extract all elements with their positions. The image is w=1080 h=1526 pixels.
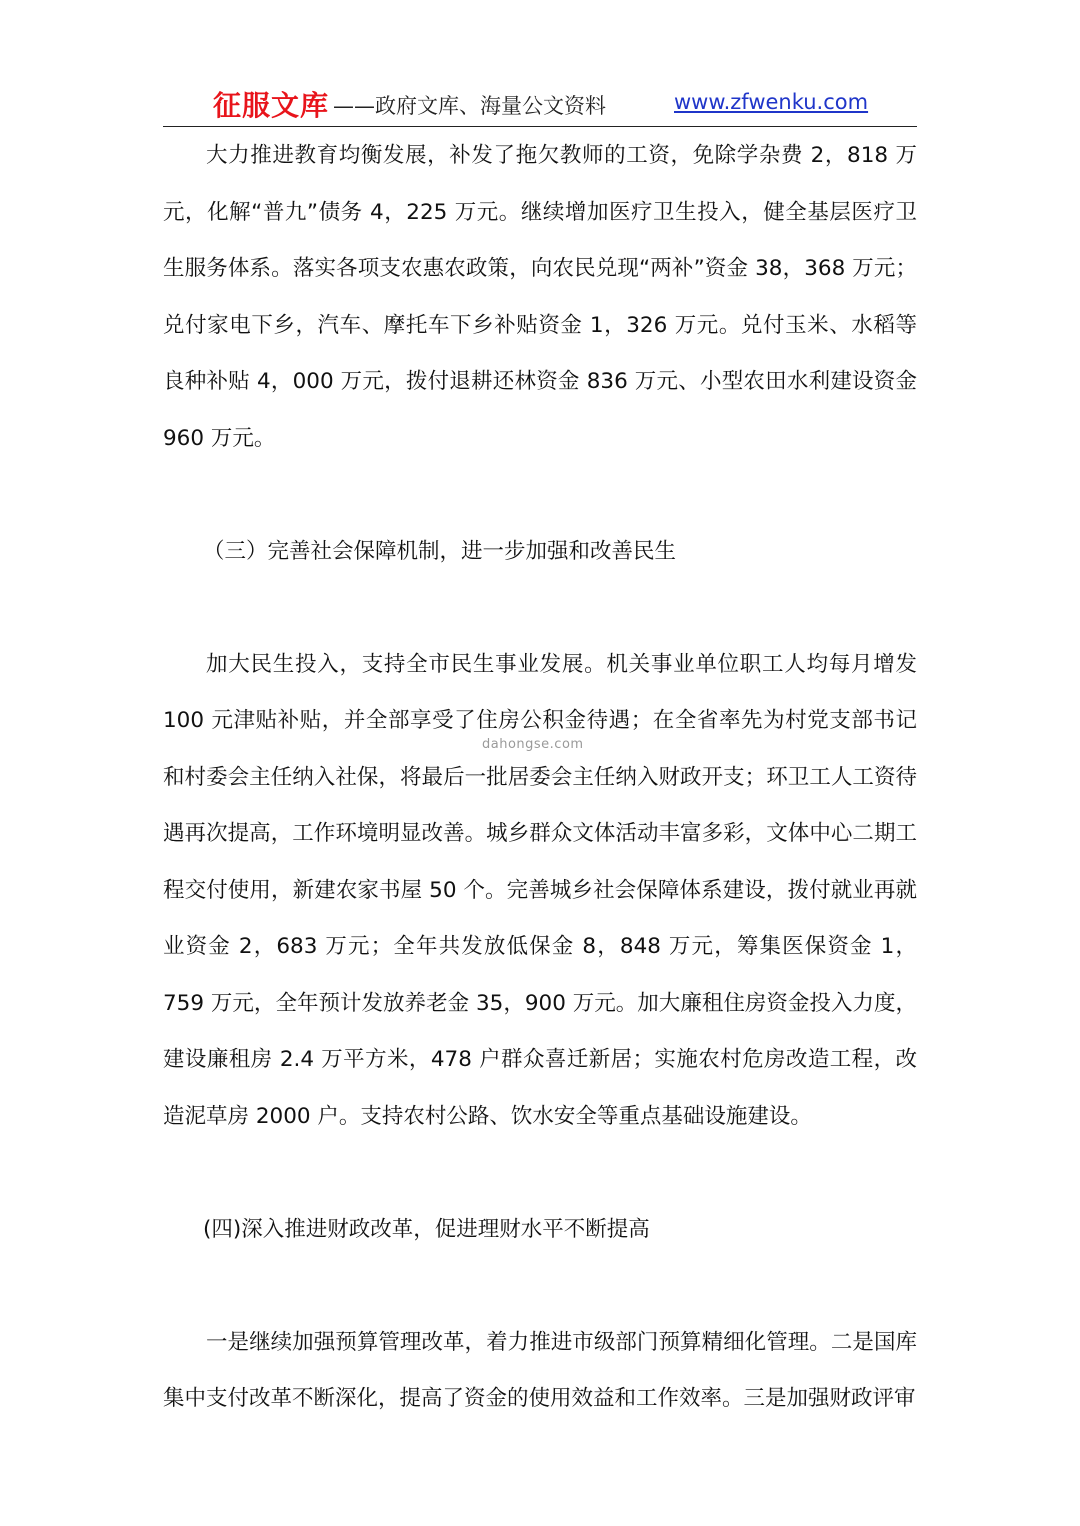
header-tagline: ——政府文库、海量公文资料 [333, 94, 606, 118]
spacer [163, 1258, 917, 1315]
paragraph-fiscal-reform: 一是继续加强预算管理改革，着力推进市级部门预算精细化管理。二是国库集中支付改革不断深化，提高了资金的使用效益和工作效率。三是加强财政评审 [163, 1329, 917, 1411]
brand-logo-text: 征服文库 [213, 89, 330, 122]
page-header [163, 80, 917, 127]
spacer [163, 467, 917, 524]
spacer [163, 580, 917, 637]
paragraph-education-agriculture: 大力推进教育均衡发展，补发了拖欠教师的工资，免除学杂费 2，818 万元，化解“普九”债务 4，225 万元。继续增加医疗卫生投入，健全基层医疗卫生服务体系。落实各项支农惠农政策，向农民兑现“两补”资金 38，368 万元；兑付家电下乡，汽车、摩托车下乡补贴资金 1，326 万元。兑付玉米、水稻等良种补贴 4，000 万元，拨付退耕还林资金 836 万元、小型农田水利建设资金 960 万元。 [163, 143, 917, 451]
document-body [163, 128, 917, 1428]
section-heading-3: （三）完善社会保障机制，进一步加强和改善民生 [203, 538, 677, 564]
section-heading-4: (四)深入推进财政改革，促进理财水平不断提高 [203, 1216, 650, 1242]
spacer [163, 1145, 917, 1202]
watermark: dahongse.com [482, 737, 584, 752]
paragraph-livelihood: 加大民生投入，支持全市民生事业发展。机关事业单位职工人均每月增发 100 元津贴补贴，并全部享受了住房公积金待遇；在全省率先为村党支部书记和村委会主任纳入社保，将最后一批居委会主任纳入财政开支；环卫工人工资待遇再次提高，工作环境明显改善。城乡群众文体活动丰富多彩，文体中心二期工程交付使用，新建农家书屋 50 个。完善城乡社会保障体系建设，拨付就业再就业资金 2，683 万元；全年共发放低保金 8，848 万元，筹集医保资金 1，759 万元，全年预计发放养老金 35，900 万元。加大廉租住房资金投入力度，建设廉租房 2.4 万平方米，478 户群众喜迁新居；实施农村危房改造工程，改造泥草房 2000 户。支持农村公路、饮水安全等重点基础设施建设。 [163, 651, 917, 1129]
site-link[interactable]: www.zfwenku.com [674, 90, 869, 114]
